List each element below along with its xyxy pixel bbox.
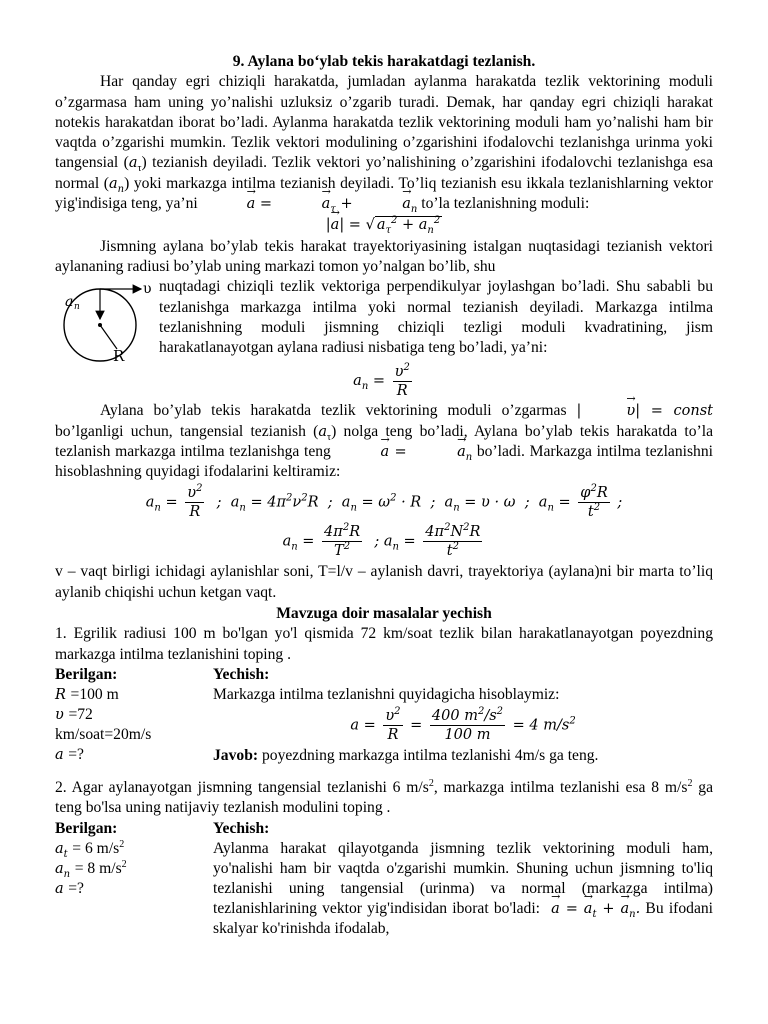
problem-2: 2. Agar aylanayotgan jismning tangensial tezlanishi 6 $m/s^2$, markazga intilma tezlanishi esa 8 $m/s^2$ ga teng bo'lsa uning natijaviy tezlanish modulini toping .	[55, 777, 713, 817]
formula-an: $a_n$ = $\frac{\upsilon^2}{R}$	[353, 362, 410, 400]
svg-text:n: n	[74, 302, 80, 313]
problem-1-work: Yechish: Markazga intilma tezlanishni quyidagicha hisoblaymiz: a = $\frac{\upsilon^2}{R}$ = $\frac{400 m^2/s^2}{100 m}$ = 4 $m/s^2$ Javob: poyezdning markazga intilma tezlanishi 4m/s ga teng.	[213, 665, 713, 766]
problem-2-work: Yechish: Aylanma harakat qilayotganda jismning tezlik vektorining moduli ham, yo'nalishi ham bir vaqtda o'zgarishi mumkin. Shuning uchun jismning to'liq tezlanishi uning tangensial (urinma) va normal (markazga intilma) tezlanishlarining vektor yig'indisidan iborat bo'ladi: → a = → $a_t$ + → $a_n$. Bu ifodani skalyar ko'rinishda ifodalab,	[213, 819, 713, 939]
paragraph-centripetal-2: nuqtadagi chiziqli tezlik vektoriga perpendikulyar joylashgan bo’ladi. Shu sababli bu tezlanishga markazga intilma yoki normal tezianish deyiladi. Markazga intilma tezlanishning moduli jismning chiziqli tezligi moduli kvadratining, jism harakatlanayotgan aylana radiusi nisbatiga teng bo’ladi, ya’ni:	[159, 278, 713, 357]
section-title: 9. Aylana bo‘ylab tekis harakatdagi tezlanish.	[232, 53, 536, 70]
paragraph-centripetal-1: Jismning aylana bo’ylab tekis harakat trayektoriyasining istalgan nuqtasidagi tezianish vektori aylananing radiusi bo’ylab uning markazi tomon yo’nalgan bo’lib, shu	[55, 237, 713, 275]
problem-1-solution	[55, 665, 713, 766]
problems-heading: Mavzuga doir masalalar yechish	[276, 605, 492, 623]
paragraph-intro: Har qanday egri chiziqli harakatda, jumladan aylanma harakatda tezlik vektorining moduli o’zgarmasa ham uning yo’nalishi uzluksiz o’zgarib turadi. Demak, har qanday egri chiziqli harakat notekis harakatdan iborat bo’ladi. Aylanma harakatda tezlik vektorining moduli ham yo’nalishi ham bir vaqtda o’zgarishi mumkin. Tezlik vektori modulining o’zgarishini ifodalovchi tezlanishga urinma yoki tangensial $(a_\tau)$ tezianish deyiladi. Tezlik vektori yo’nalishining o’zgarishini ifodalovchi tezlanishga esa normal $(a_n)$ yoki markazga intilma tezianish deyiladi. To’liq tezianish esu ikkala tezlanishlarning vektor yig'indisiga teng, ya’ni → a = → $a_\tau$ + → $a_n$ to’la tezlanishning moduli:	[55, 72, 713, 214]
paragraph-definitions: v – vaqt birligi ichidagi aylanishlar soni, T=l/v – aylanish davri, trayektoriya (aylana)ni bir marta to’liq aylanib chiqishi uchun ketgan vaqt.	[55, 563, 713, 601]
formula-problem-1: a = $\frac{\upsilon^2}{R}$ = $\frac{400 m^2/s^2}{100 m}$ = 4 $m/s^2$	[350, 706, 576, 743]
problem-1-given: Berilgan: R =100 m υ =72 km/soat=20m/s a =?	[55, 665, 152, 763]
document-page	[55, 52, 713, 939]
formula-list-1: $a_n$ = $\frac{\upsilon^2}{R}$ ; $a_n = 4\pi^2\nu^2R$ ; $a_n = \omega^2 \cdot R$ ; $a_n = \upsilon \cdot \omega$ ; $a_n$ = $\frac{\varphi^2R}{t^2}$ ;	[145, 483, 623, 521]
paragraph-uniform: Aylana bo’ylab tekis harakatda tezlik vektorining moduli o’zgarmas |→ υ| = const bo’lganligi uchun, tangensial tezianish $(a_\tau)$ nolga teng bo’ladi, Aylana bo’ylab tekis harakatda to’la tezlanish markazga intilma tezlanishga teng → a = → $a_n$ bo’ladi. Markazga intilma tezlanishni hisoblashning quyidagi ifodalarini keltiramiz:	[55, 401, 713, 482]
label-r: R	[113, 347, 125, 364]
label-an: a	[65, 294, 74, 311]
label-v: υ	[143, 281, 152, 298]
formula-list-2: $a_n$ = $\frac{4\pi^2R}{T^2}$ ; $a_n$ = $\frac{4\pi^2N^2R}{t^2}$	[282, 522, 481, 560]
formula-modulus: |→ a| = √ $a_\tau^2 + a_n^2$	[55, 215, 713, 235]
problem-2-solution	[55, 819, 713, 939]
problem-1: 1. Egrilik radiusi 100 m bo'lgan yo'l qismida 72 km/soat tezlik bilan harakatlanayotgan poyezdning markazga intilma tezlanishini toping .	[55, 625, 713, 663]
problem-2-given: Berilgan: $a_t = 6$ $m/s^2$ $a_n = 8$ $m/s^2$ a =?	[55, 819, 127, 897]
circle-figure	[55, 279, 155, 363]
circle-diagram-icon	[55, 279, 155, 363]
